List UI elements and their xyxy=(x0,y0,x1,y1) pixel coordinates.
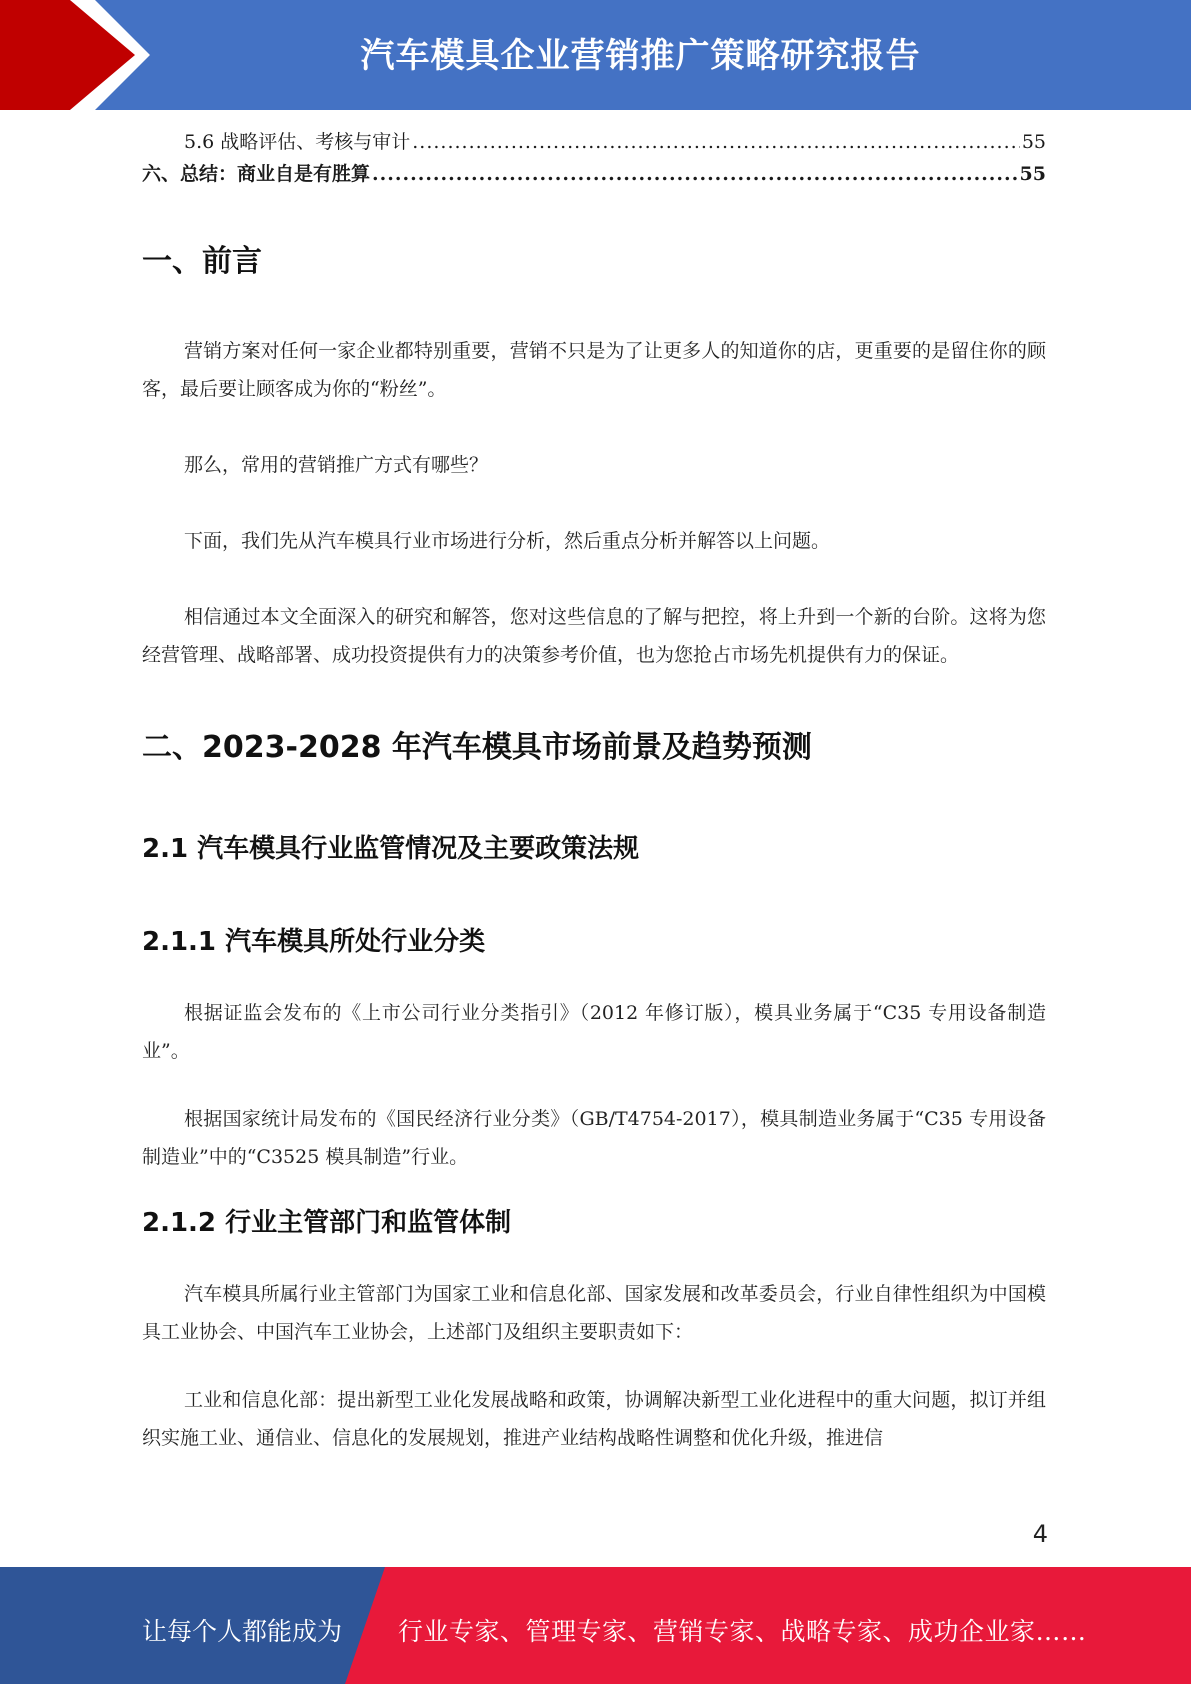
section-heading-preface: 一、前言 xyxy=(142,244,262,279)
footer-banner xyxy=(0,1567,1191,1684)
page-number: 4 xyxy=(1032,1520,1048,1548)
paragraph: 汽车模具所属行业主管部门为国家工业和信息化部、国家发展和改革委员会，行业自律性组织为中国模具工业协会、中国汽车工业协会，上述部门及组织主要职责如下： xyxy=(142,1283,1046,1343)
toc-label: 六、总结：商业自是有胜算 xyxy=(142,163,371,185)
toc-leader-dots xyxy=(412,126,1020,158)
toc-page: 55 xyxy=(1021,131,1046,153)
subsection-heading-2-1-1: 2.1.1 汽车模具所处行业分类 xyxy=(142,927,486,957)
toc-entry[interactable] xyxy=(142,158,1046,190)
toc-entry[interactable] xyxy=(142,126,1046,158)
paragraph: 下面，我们先从汽车模具行业市场进行分析，然后重点分析并解答以上问题。 xyxy=(184,530,831,552)
header-banner xyxy=(0,0,1191,110)
paragraph: 相信通过本文全面深入的研究和解答，您对这些信息的了解与把控，将上升到一个新的台阶。这将为您经营管理、战略部署、成功投资提供有力的决策参考价值，也为您抢占市场先机提供有力的保证。 xyxy=(142,606,1046,666)
section-heading-forecast: 二、2023-2028 年汽车模具市场前景及趋势预测 xyxy=(142,730,812,765)
toc-page: 55 xyxy=(1019,163,1046,185)
subsection-heading-2-1: 2.1 汽车模具行业监管情况及主要政策法规 xyxy=(142,834,640,864)
paragraph: 营销方案对任何一家企业都特别重要，营销不只是为了让更多人的知道你的店，更重要的是留住你的顾客，最后要让顾客成为你的“粉丝”。 xyxy=(142,340,1046,400)
subsection-heading-2-1-2: 2.1.2 行业主管部门和监管体制 xyxy=(142,1208,512,1238)
footer-slogan-left: 让每个人都能成为 xyxy=(142,1617,343,1646)
toc-label: 5.6 战略评估、考核与审计 xyxy=(184,131,411,153)
paragraph: 根据国家统计局发布的《国民经济行业分类》（GB/T4754-2017），模具制造业务属于“C35 专用设备制造业”中的“C3525 模具制造”行业。 xyxy=(142,1108,1046,1168)
report-title: 汽车模具企业营销推广策略研究报告 xyxy=(360,36,921,76)
page-content xyxy=(142,126,1046,1457)
paragraph: 根据证监会发布的《上市公司行业分类指引》（2012 年修订版），模具业务属于“C35 专用设备制造业”。 xyxy=(142,1002,1046,1062)
toc-leader-dots xyxy=(372,158,1018,190)
paragraph: 那么，常用的营销推广方式有哪些？ xyxy=(184,454,489,476)
paragraph: 工业和信息化部：提出新型工业化发展战略和政策，协调解决新型工业化进程中的重大问题，拟订并组织实施工业、通信业、信息化的发展规划，推进产业结构战略性调整和优化升级，推进信 xyxy=(142,1389,1046,1449)
footer-slogan-right: 行业专家、管理专家、营销专家、战略专家、成功企业家…… xyxy=(398,1617,1087,1646)
